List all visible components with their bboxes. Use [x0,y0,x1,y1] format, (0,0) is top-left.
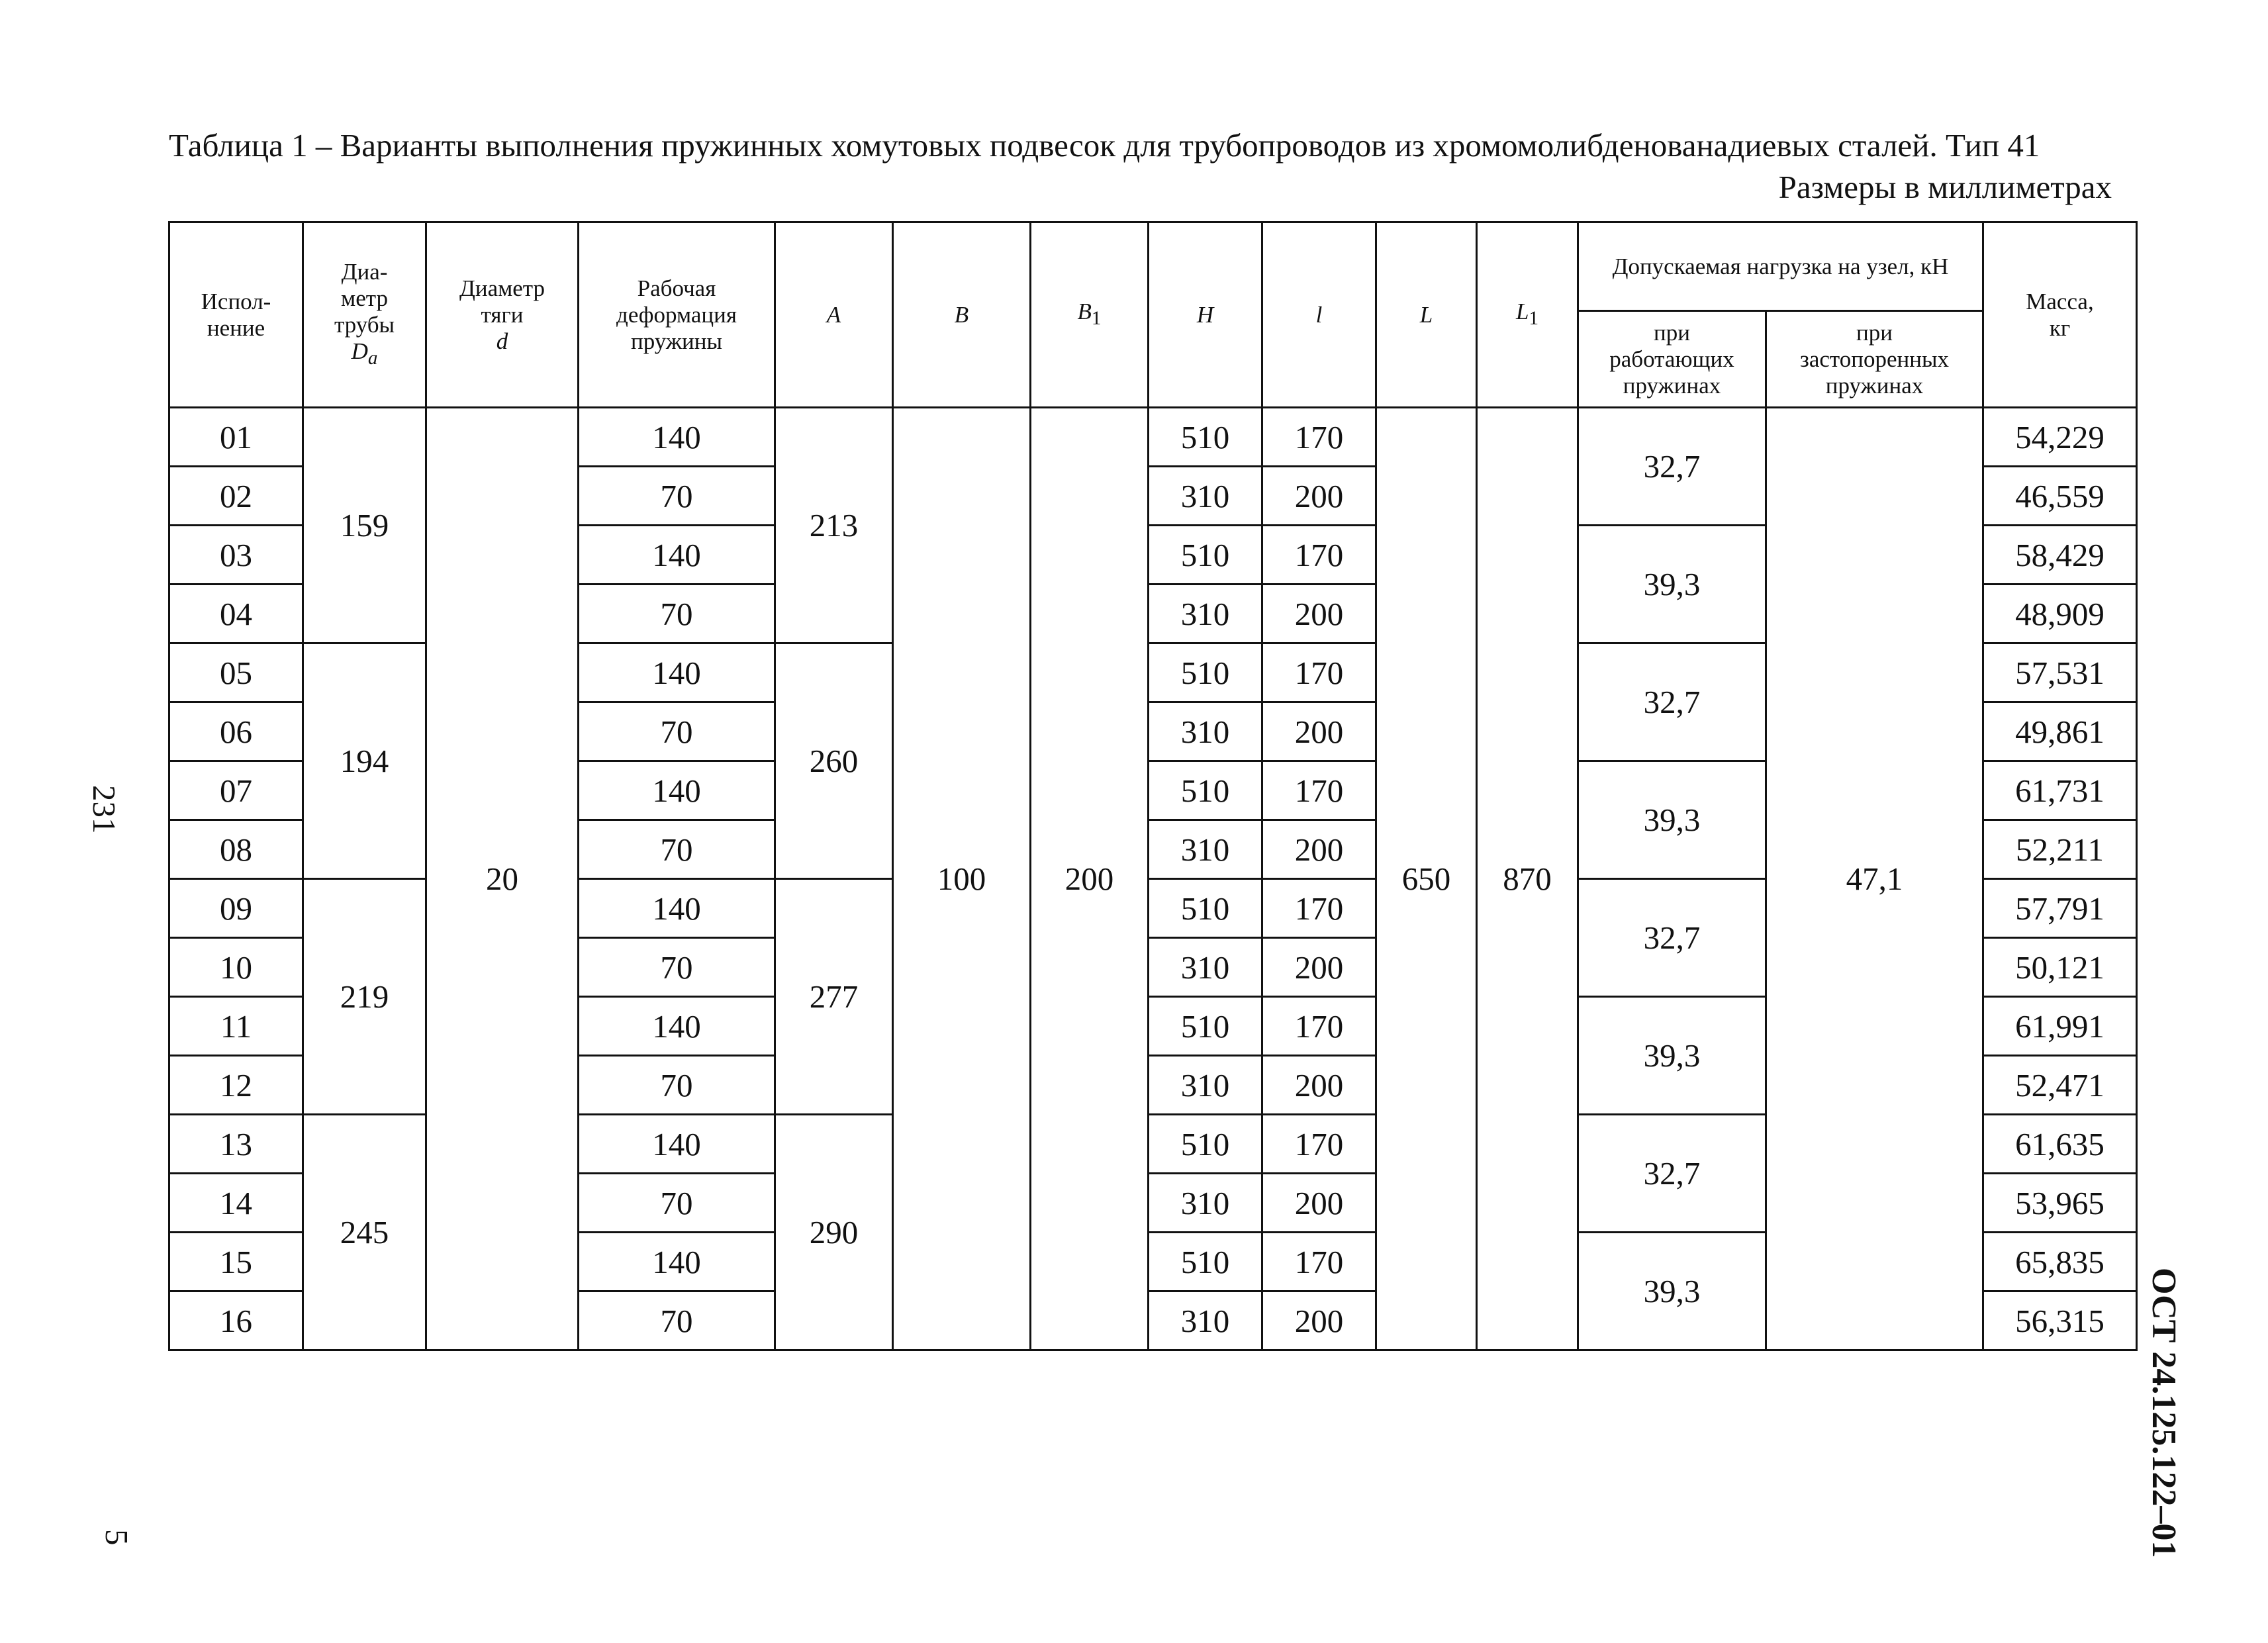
header-mass: Масса, кг [1983,222,2137,408]
cell-mass: 52,471 [1983,1056,2137,1115]
header-a: A [775,222,893,408]
header-rod-diameter: Диаметр тяги d [426,222,579,408]
cell-deformation: 140 [579,1115,775,1174]
cell-l-small: 200 [1262,1291,1376,1350]
cell-h: 310 [1149,1056,1262,1115]
cell-mass: 56,315 [1983,1291,2137,1350]
cell-h: 510 [1149,1115,1262,1174]
cell-l-small: 200 [1262,1174,1376,1233]
cell-l1: 870 [1477,408,1578,1350]
cell-l-small: 170 [1262,879,1376,938]
header-execution: Испол- нение [169,222,303,408]
header-h: H [1149,222,1262,408]
header-deformation: Рабочая деформация пружины [579,222,775,408]
cell-load-working: 39,3 [1578,526,1766,643]
cell-deformation: 140 [579,761,775,820]
cell-execution: 04 [169,585,303,643]
cell-mass: 49,861 [1983,702,2137,761]
cell-mass: 53,965 [1983,1174,2137,1233]
cell-mass: 48,909 [1983,585,2137,643]
cell-l-small: 200 [1262,1056,1376,1115]
cell-h: 310 [1149,1291,1262,1350]
cell-mass: 57,791 [1983,879,2137,938]
cell-pipe-diameter: 159 [303,408,426,643]
cell-h: 310 [1149,938,1262,997]
header-l1: $L_1$ [1477,222,1578,408]
cell-load-locked: 47,1 [1766,408,1983,1350]
cell-execution: 01 [169,408,303,467]
cell-a: 213 [775,408,893,643]
cell-h: 510 [1149,408,1262,467]
cell-mass: 46,559 [1983,467,2137,526]
cell-execution: 16 [169,1291,303,1350]
cell-h: 310 [1149,1174,1262,1233]
cell-l-small: 170 [1262,1233,1376,1291]
cell-deformation: 140 [579,997,775,1056]
cell-mass: 61,731 [1983,761,2137,820]
cell-l-small: 200 [1262,467,1376,526]
cell-h: 310 [1149,467,1262,526]
cell-deformation: 70 [579,1291,775,1350]
cell-a: 277 [775,879,893,1115]
cell-deformation: 70 [579,467,775,526]
cell-load-working: 39,3 [1578,997,1766,1115]
cell-h: 510 [1149,526,1262,585]
cell-deformation: 140 [579,526,775,585]
cell-deformation: 70 [579,702,775,761]
spec-table [168,221,2138,1351]
cell-b1: 200 [1031,408,1149,1350]
cell-execution: 15 [169,1233,303,1291]
cell-mass: 50,121 [1983,938,2137,997]
cell-b: 100 [893,408,1031,1350]
cell-deformation: 140 [579,643,775,702]
cell-execution: 11 [169,997,303,1056]
document-code: ОСТ 24.125.122–01 [2145,1268,2183,1558]
cell-deformation: 70 [579,938,775,997]
cell-l-small: 170 [1262,408,1376,467]
header-load-working: при работающих пружинах [1578,311,1766,408]
cell-h: 310 [1149,820,1262,879]
cell-l-small: 170 [1262,643,1376,702]
cell-h: 510 [1149,1233,1262,1291]
cell-deformation: 70 [579,820,775,879]
cell-pipe-diameter: 245 [303,1115,426,1350]
header-load-locked: при застопоренных пружинах [1766,311,1983,408]
side-page-number: 231 [86,785,122,834]
cell-l-small: 200 [1262,938,1376,997]
cell-a: 260 [775,643,893,879]
cell-pipe-diameter: 194 [303,643,426,879]
table-caption: Таблица 1 – Варианты выполнения пружинных хомутовых подвесок для трубопроводов из хромомолибденованадиевых сталей. Тип 41 [169,127,2040,164]
cell-mass: 54,229 [1983,408,2137,467]
cell-load-working: 39,3 [1578,1233,1766,1350]
cell-execution: 14 [169,1174,303,1233]
cell-l-small: 170 [1262,997,1376,1056]
cell-l-small: 170 [1262,761,1376,820]
cell-mass: 61,991 [1983,997,2137,1056]
cell-l-small: 200 [1262,585,1376,643]
cell-execution: 05 [169,643,303,702]
cell-deformation: 70 [579,1174,775,1233]
cell-load-working: 39,3 [1578,761,1766,879]
cell-h: 510 [1149,879,1262,938]
cell-execution: 07 [169,761,303,820]
cell-load-working: 32,7 [1578,879,1766,997]
cell-execution: 08 [169,820,303,879]
cell-mass: 52,211 [1983,820,2137,879]
cell-deformation: 70 [579,585,775,643]
header-l: L [1376,222,1477,408]
cell-mass: 61,635 [1983,1115,2137,1174]
cell-l-small: 200 [1262,702,1376,761]
cell-a: 290 [775,1115,893,1350]
cell-mass: 58,429 [1983,526,2137,585]
cell-mass: 57,531 [1983,643,2137,702]
cell-l-small: 170 [1262,526,1376,585]
cell-rod-diameter: 20 [426,408,579,1350]
cell-deformation: 140 [579,1233,775,1291]
header-b: B [893,222,1031,408]
cell-h: 510 [1149,997,1262,1056]
header-l-small: l [1262,222,1376,408]
cell-load-working: 32,7 [1578,643,1766,761]
cell-h: 510 [1149,643,1262,702]
cell-l-small: 170 [1262,1115,1376,1174]
cell-execution: 06 [169,702,303,761]
cell-h: 310 [1149,585,1262,643]
table-row [169,408,2137,467]
header-pipe-diameter: Диа- метр трубы $D_a$ [303,222,426,408]
cell-load-working: 32,7 [1578,408,1766,526]
cell-mass: 65,835 [1983,1233,2137,1291]
cell-h: 310 [1149,702,1262,761]
header-b1: $B_1$ [1031,222,1149,408]
cell-h: 510 [1149,761,1262,820]
page-number: 5 [99,1529,135,1546]
cell-deformation: 70 [579,1056,775,1115]
cell-pipe-diameter: 219 [303,879,426,1115]
cell-l: 650 [1376,408,1477,1350]
units-note: Размеры в миллиметрах [1778,169,2112,205]
cell-execution: 09 [169,879,303,938]
cell-execution: 03 [169,526,303,585]
cell-execution: 02 [169,467,303,526]
cell-load-working: 32,7 [1578,1115,1766,1233]
cell-execution: 13 [169,1115,303,1174]
cell-execution: 10 [169,938,303,997]
cell-deformation: 140 [579,879,775,938]
cell-execution: 12 [169,1056,303,1115]
cell-deformation: 140 [579,408,775,467]
cell-l-small: 200 [1262,820,1376,879]
header-load: Допускаемая нагрузка на узел, кН [1578,222,1983,311]
